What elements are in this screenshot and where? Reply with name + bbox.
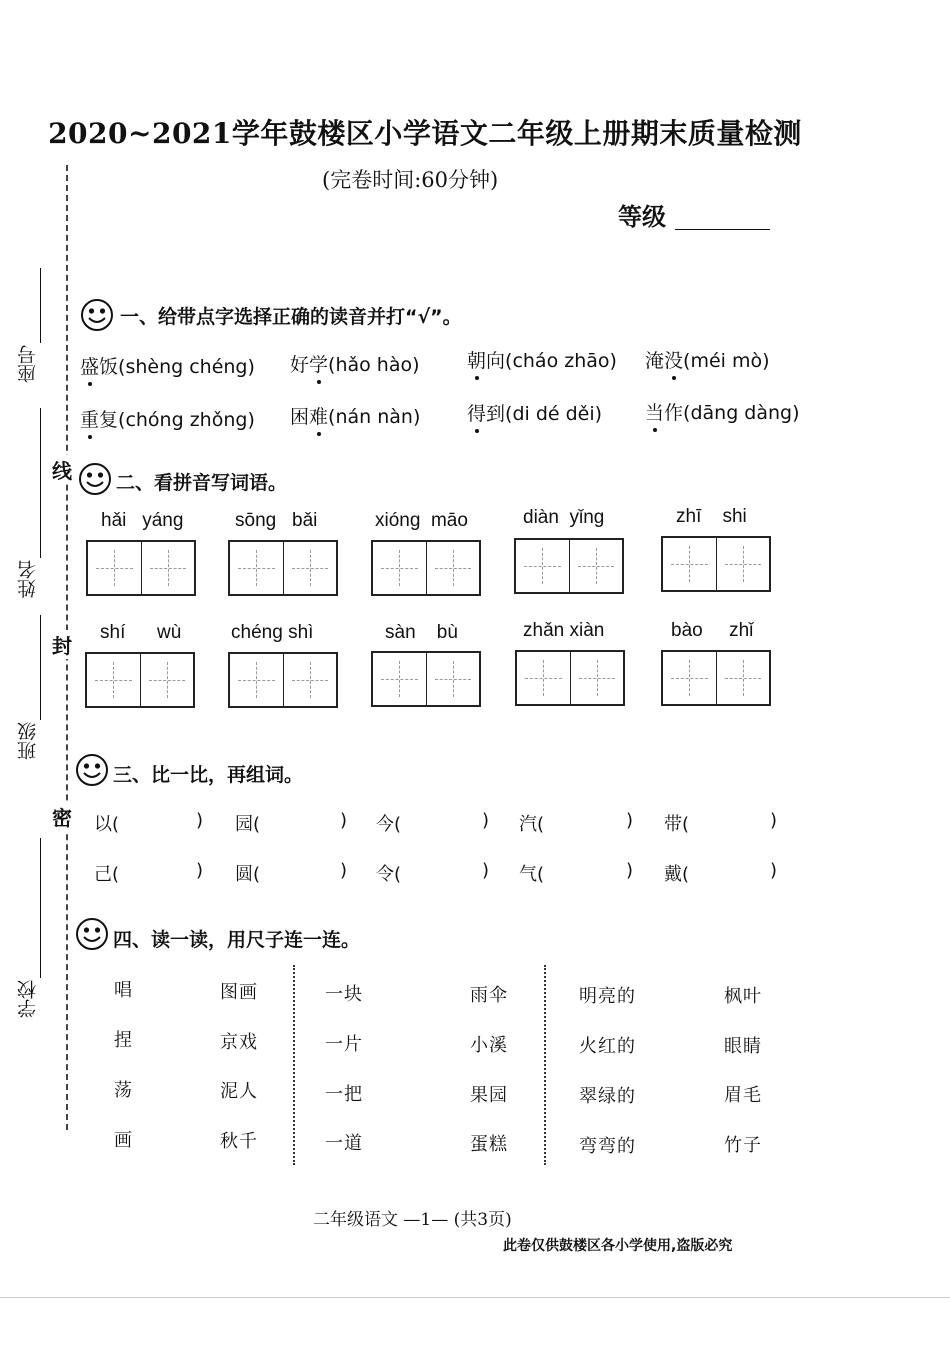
match-word[interactable]: 竹子 [724, 1135, 762, 1156]
name-blank[interactable] [40, 408, 41, 558]
seat-number-blank[interactable] [40, 268, 41, 343]
compare-item[interactable]: 气( [519, 864, 545, 885]
writing-box[interactable] [515, 650, 625, 706]
grade-label: 等级 [618, 202, 666, 231]
pronunciation-item[interactable]: 盛饭(shèng chéng) [80, 352, 255, 379]
match-word[interactable]: 火红的 [579, 1036, 636, 1057]
compare-item[interactable]: 戴( [664, 864, 690, 885]
compare-item[interactable]: 以( [94, 814, 120, 835]
compare-item[interactable]: 己( [94, 864, 120, 885]
page-title: 2020~2021学年鼓楼区小学语文二年级上册期末质量检测 [48, 117, 802, 150]
writing-box[interactable] [371, 540, 481, 596]
pronunciation-item[interactable]: 好学(hǎo hào) [290, 350, 420, 377]
compare-item[interactable]: 今( [376, 814, 402, 835]
pinyin-label: hǎi yáng [101, 510, 184, 531]
seal-char-line: 线 [52, 455, 72, 484]
close-paren: ) [770, 860, 778, 881]
writing-box[interactable] [514, 538, 624, 594]
close-paren: ) [626, 810, 634, 831]
match-word[interactable]: 画 [114, 1130, 133, 1151]
writing-box[interactable] [661, 536, 771, 592]
pinyin-label: bào zhǐ [671, 620, 754, 641]
writing-box[interactable] [86, 540, 196, 596]
match-word[interactable]: 一道 [325, 1133, 363, 1154]
close-paren: ) [482, 810, 490, 831]
match-word[interactable]: 蛋糕 [470, 1134, 508, 1155]
writing-box[interactable] [371, 651, 481, 707]
pronunciation-item[interactable]: 当作(dāng dàng) [645, 398, 800, 425]
smiley-icon [80, 298, 114, 332]
class-blank[interactable] [40, 615, 41, 720]
smiley-icon [75, 917, 109, 951]
match-word[interactable]: 弯弯的 [579, 1136, 636, 1157]
pronunciation-item[interactable]: 重复(chóng zhǒng) [80, 405, 255, 432]
compare-item[interactable]: 圆( [235, 864, 261, 885]
seal-char-secret: 密 [52, 802, 72, 831]
match-word[interactable]: 翠绿的 [579, 1086, 636, 1107]
name-label: 姓名 [17, 560, 39, 598]
match-word[interactable]: 唱 [114, 980, 133, 1001]
close-paren: ) [196, 810, 204, 831]
match-word[interactable]: 果园 [470, 1085, 508, 1106]
match-word[interactable]: 眉毛 [724, 1085, 762, 1106]
match-word[interactable]: 荡 [114, 1080, 133, 1101]
match-word[interactable]: 一块 [325, 984, 363, 1005]
match-word[interactable]: 一片 [325, 1034, 363, 1055]
pinyin-label: diàn yǐng [523, 507, 605, 528]
compare-item[interactable]: 令( [376, 864, 402, 885]
grade-blank[interactable] [675, 229, 770, 230]
pinyin-label: xióng māo [375, 510, 468, 531]
section-3-title: 三、比一比，再组词。 [113, 764, 304, 786]
close-paren: ) [340, 860, 348, 881]
pinyin-label: chéng shì [231, 622, 314, 643]
smiley-icon [75, 753, 109, 787]
column-separator [293, 965, 295, 1165]
match-word[interactable]: 捏 [114, 1030, 133, 1051]
pronunciation-item[interactable]: 朝向(cháo zhāo) [467, 346, 617, 373]
pinyin-label: sàn bù [385, 622, 458, 643]
compare-item[interactable]: 汽( [519, 814, 545, 835]
page-footer: 二年级语文 —1— (共3页) [313, 1210, 512, 1230]
match-word[interactable]: 眼睛 [724, 1036, 762, 1057]
compare-item[interactable]: 带( [664, 814, 690, 835]
pinyin-label: shí wù [100, 622, 182, 643]
pronunciation-item[interactable]: 得到(di dé děi) [467, 399, 602, 426]
writing-box[interactable] [85, 652, 195, 708]
seat-number-label: 座号 [17, 345, 39, 383]
match-word[interactable]: 雨伞 [470, 985, 508, 1006]
match-word[interactable]: 明亮的 [579, 986, 636, 1007]
seal-char-seal: 封 [52, 630, 72, 659]
pronunciation-item[interactable]: 淹没(méi mò) [645, 346, 770, 373]
section-1-title: 一、给带点字选择正确的读音并打“√”。 [120, 306, 462, 328]
section-4-title: 四、读一读，用尺子连一连。 [113, 929, 361, 951]
school-label: 学校 [17, 980, 39, 1018]
writing-box[interactable] [228, 540, 338, 596]
school-blank[interactable] [40, 838, 41, 978]
page-edge [0, 1297, 950, 1298]
writing-box[interactable] [661, 650, 771, 706]
match-word[interactable]: 泥人 [220, 1081, 258, 1102]
smiley-icon [78, 462, 112, 496]
match-word[interactable]: 小溪 [470, 1035, 508, 1056]
match-word[interactable]: 京戏 [220, 1032, 258, 1053]
close-paren: ) [340, 810, 348, 831]
match-word[interactable]: 秋千 [220, 1131, 258, 1152]
writing-box[interactable] [228, 652, 338, 708]
pinyin-label: zhǎn xiàn [523, 620, 605, 641]
column-separator [544, 965, 546, 1165]
time-note: (完卷时间:60分钟) [322, 168, 499, 192]
close-paren: ) [196, 860, 204, 881]
close-paren: ) [482, 860, 490, 881]
match-word[interactable]: 枫叶 [724, 986, 762, 1007]
copyright-note: 此卷仅供鼓楼区各小学使用,盗版必究 [503, 1238, 733, 1254]
match-word[interactable]: 图画 [220, 982, 258, 1003]
pinyin-label: zhī shi [676, 506, 747, 527]
section-2-title: 二、看拼音写词语。 [116, 472, 288, 494]
pinyin-label: sōng bǎi [235, 510, 318, 531]
match-word[interactable]: 一把 [325, 1084, 363, 1105]
close-paren: ) [770, 810, 778, 831]
close-paren: ) [626, 860, 634, 881]
pronunciation-item[interactable]: 困难(nán nàn) [290, 402, 420, 429]
class-label: 班级 [17, 722, 39, 760]
compare-item[interactable]: 园( [235, 814, 261, 835]
